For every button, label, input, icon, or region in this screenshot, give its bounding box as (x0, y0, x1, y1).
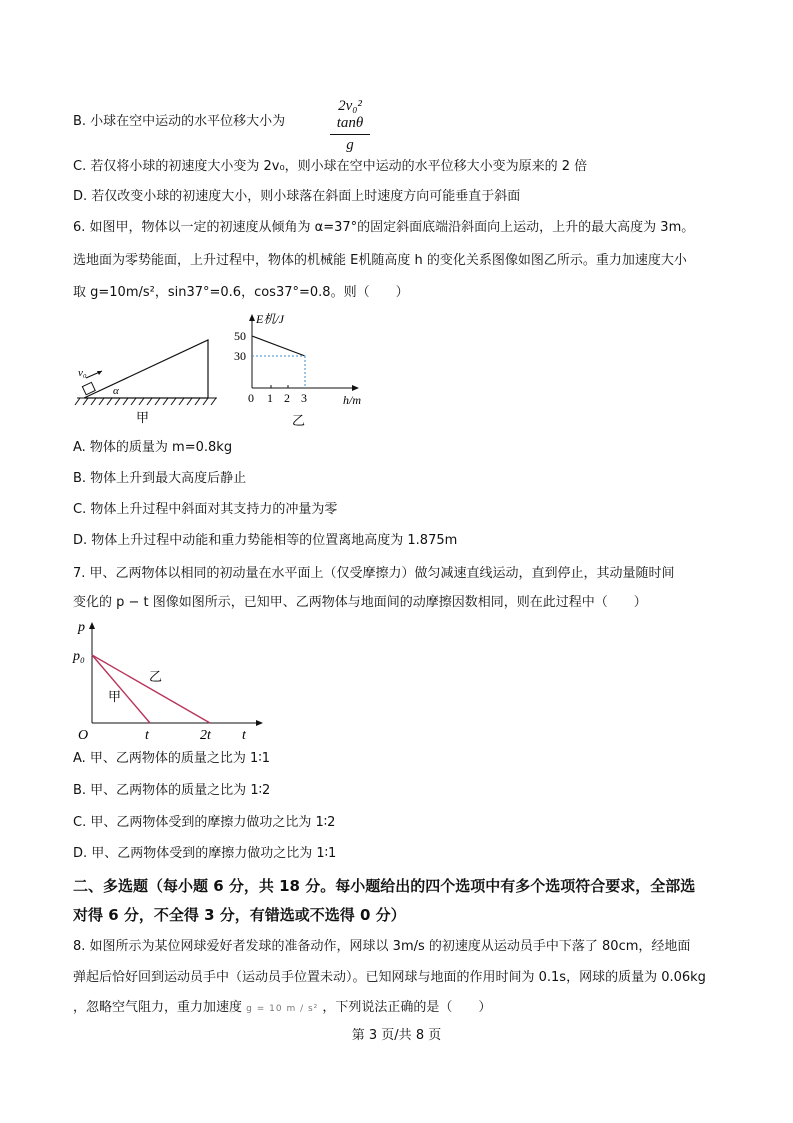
block (82, 382, 95, 394)
x-axis-arrow (352, 385, 359, 391)
xtick-0: 0 (248, 391, 254, 405)
xtick-3: 3 (301, 391, 307, 405)
t-axis-label: t (242, 728, 246, 743)
q6-option-d: D. 物体上升过程中动能和重力势能相等的位置离地高度为 1.875m (73, 533, 458, 548)
q5-option-b-fraction (330, 98, 370, 154)
q6-option-c: C. 物体上升过程中斜面对其支持力的冲量为零 (73, 502, 338, 517)
origin-label: O (78, 728, 89, 743)
xtick-1: 1 (267, 391, 273, 405)
ground-hatching (75, 398, 217, 405)
section-2-heading-line1: 二、多选题（每小题 6 分，共 18 分。每小题给出的四个选项中有多个选项符合要求，全部选 (73, 877, 696, 895)
line-jia-label: 甲 (108, 689, 122, 704)
q6-figure-incline (72, 330, 222, 430)
q7-momentum-graph (70, 615, 280, 743)
q5-option-c: C. 若仅将小球的初速度大小变为 2v₀，则小球在空中运动的水平位移大小变为原来的 2 倍 (73, 159, 588, 174)
energy-line (252, 336, 305, 356)
q5-option-b: B. 小球在空中运动的水平位移大小为 (73, 114, 286, 129)
t-axis-arrow (256, 720, 263, 726)
q7-stem-line2: 变化的 p − t 图像如图所示，已知甲、乙两物体与地面间的动摩擦因数相同，则在此过程中（ ） (73, 595, 647, 610)
q7-option-b: B. 甲、乙两物体的质量之比为 1∶2 (73, 783, 271, 798)
q6-stem-line2: 选地面为零势能面，上升过程中，物体的机械能 E机随高度 h 的变化关系图像如图乙所示。重力加速度大小 (73, 253, 687, 268)
y-axis-arrow (249, 314, 255, 321)
q7-stem-line1: 7. 甲、乙两物体以相同的初动量在水平面上（仅受摩擦力）做匀减速直线运动，直到停止，其动量随时间 (73, 566, 675, 581)
q8-line3-part-a: ，忽略空气阻力，重力加速度 (73, 1000, 243, 1015)
q7-option-c: C. 甲、乙两物体受到的摩擦力做功之比为 1∶2 (73, 815, 336, 830)
xtick-2: 2 (284, 391, 290, 405)
figure-yi-caption: 乙 (292, 413, 306, 428)
ytick-50: 50 (234, 329, 246, 343)
q8-stem-line1: 8. 如图所示为某位网球爱好者发球的准备动作，网球以 3m/s 的初速度从运动员手中下落了 80cm，经地面 (73, 939, 691, 954)
incline-wedge (84, 340, 208, 398)
fraction-denominator: g (346, 137, 354, 153)
x-axis-label: h/m (343, 393, 361, 407)
alpha-label: α (113, 385, 119, 397)
figure-jia-caption: 甲 (136, 410, 150, 425)
section-2-heading-line2: 对得 6 分，不全得 3 分，有错选或不选得 0 分） (73, 906, 406, 924)
2t-tick-label: 2t (200, 728, 211, 743)
q8-line3-part-b: ，下列说法正确的是（ ） (322, 1000, 492, 1015)
q6-stem-line3: 取 g=10m/s²，sin37°=0.6，cos37°=0.8。则（ ） (73, 285, 409, 300)
q6-option-a: A. 物体的质量为 m=0.8kg (73, 440, 233, 455)
q6-stem-line1: 6. 如图甲，物体以一定的初速度从倾角为 α=37°的固定斜面底端沿斜面向上运动，上升的最大高度为 3m。 (73, 220, 695, 235)
line-yi-label: 乙 (149, 669, 163, 684)
q8-stem-line2: 弹起后恰好回到运动员手中（运动员手位置未动）。已知网球与地面的作用时间为 0.1s，网球的质量为 0.06kg (73, 970, 706, 985)
p-axis-label: p (78, 620, 85, 635)
q8-stem-line3 (73, 998, 491, 1019)
p-axis-arrow (89, 622, 95, 629)
fraction-numerator: 2v₀² tanθ (330, 98, 370, 135)
y-axis-label: E机/J (256, 312, 284, 326)
q5-option-d: D. 若仅改变小球的初速度大小，则小球落在斜面上时速度方向可能垂直于斜面 (73, 189, 521, 204)
t-tick-label: t (145, 728, 149, 743)
p0-label: p₀ (73, 649, 85, 664)
page-footer: 第 3 页/共 8 页 (351, 1028, 442, 1043)
q6-figure-energy-graph (230, 308, 375, 430)
q7-option-d: D. 甲、乙两物体受到的摩擦力做功之比为 1∶1 (73, 846, 337, 861)
v0-label: v₀ (78, 367, 87, 379)
q8-gravity-formula: g = 10 m / s² (246, 1004, 319, 1014)
q7-option-a: A. 甲、乙两物体的质量之比为 1∶1 (73, 751, 270, 766)
q6-option-b: B. 物体上升到最大高度后静止 (73, 471, 247, 486)
ytick-30: 30 (234, 349, 246, 363)
